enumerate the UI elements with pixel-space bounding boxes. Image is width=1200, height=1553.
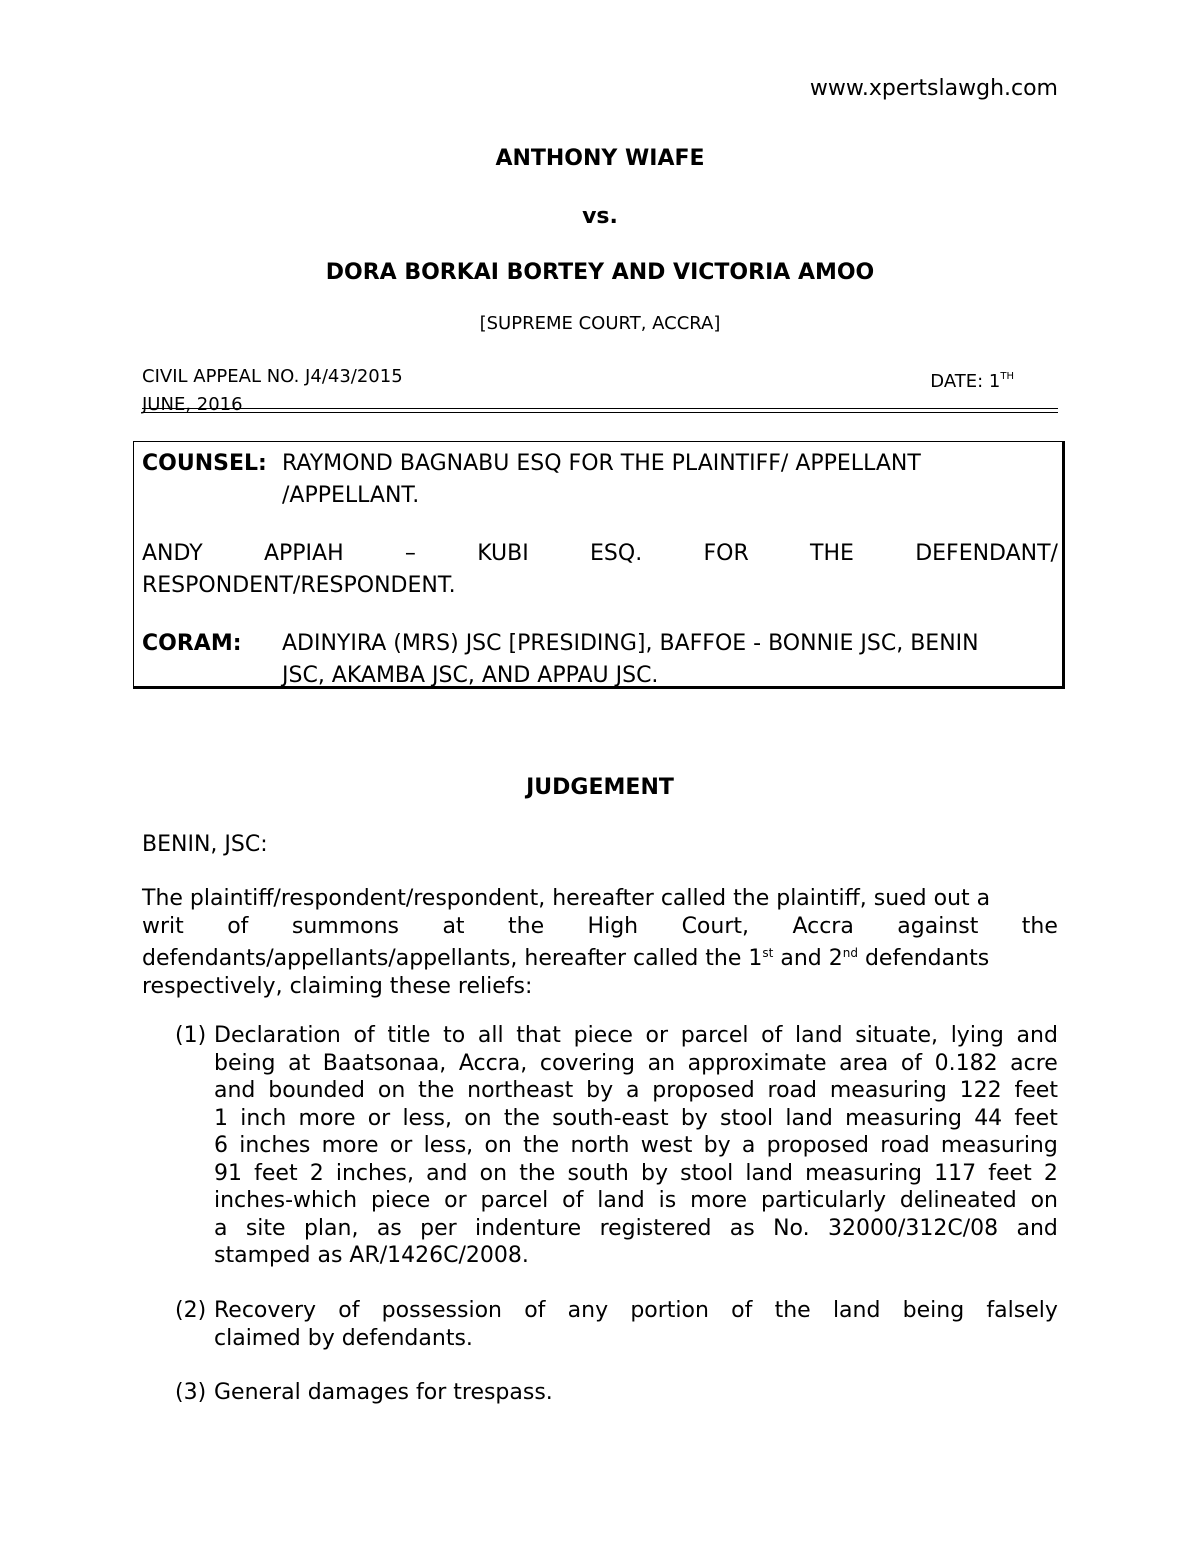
word: possession (381, 1298, 502, 1323)
word: the (523, 1133, 560, 1158)
word: by (586, 1078, 614, 1103)
word: on (377, 1078, 406, 1103)
word: land (597, 1188, 645, 1213)
word: of (338, 1298, 360, 1323)
word: plan, (303, 1215, 359, 1241)
word: stool (720, 1105, 774, 1131)
relief-line (214, 1050, 1058, 1078)
word: land (795, 1023, 843, 1048)
word: that (516, 1023, 561, 1048)
intro-line3 (142, 940, 1058, 973)
relief-item (175, 1297, 1058, 1352)
word: and (1016, 1023, 1058, 1048)
versus: vs. (582, 204, 618, 229)
relief-number: (1) (175, 1023, 207, 1048)
relief-item (175, 1022, 1058, 1270)
relief-text (214, 1297, 1058, 1352)
counsel-line1: RAYMOND BAGNABU ESQ FOR THE PLAINTIFF/ APPELLANT (282, 451, 921, 476)
word: Recovery (214, 1298, 317, 1323)
word: land (745, 1160, 793, 1186)
intro-paragraph (142, 885, 1058, 1000)
word: west (640, 1133, 693, 1158)
word: KUBI (477, 541, 529, 566)
word: being (214, 1050, 276, 1076)
word: on (484, 1133, 512, 1158)
word: or (389, 1133, 413, 1158)
relief-last-line: General damages for trespass. (214, 1380, 553, 1405)
word: as (729, 1215, 755, 1241)
word: piece (573, 1023, 633, 1048)
intro-line4: respectively, claiming these reliefs: (142, 973, 533, 999)
word: or (444, 1188, 467, 1213)
relief-line (214, 1187, 1058, 1215)
word: the (1021, 913, 1058, 939)
word: and (426, 1160, 468, 1186)
relief-number: (2) (175, 1298, 207, 1323)
word: 32000/312C/08 (827, 1215, 999, 1241)
word: per (420, 1215, 457, 1241)
court-name: [SUPREME COURT, ACCRA] (479, 313, 721, 334)
word: FOR (703, 541, 749, 566)
word: south (567, 1160, 629, 1186)
relief-last-line: claimed by defendants. (214, 1325, 473, 1351)
word: feet (254, 1160, 298, 1186)
intro-line3-c: defendants (857, 946, 990, 971)
word: 44 (974, 1105, 1003, 1131)
word: south-east (552, 1105, 669, 1131)
counsel-line4: RESPONDENT/RESPONDENT. (142, 573, 456, 598)
coram-line2: JSC, AKAMBA JSC, AND APPAU JSC. (282, 663, 659, 688)
word: ANDY (142, 541, 203, 566)
word: of (761, 1023, 783, 1048)
word: any (567, 1298, 609, 1323)
word: bounded (268, 1078, 366, 1103)
word: to (443, 1023, 466, 1048)
word: of (900, 1050, 923, 1076)
word: of (731, 1298, 753, 1323)
word: northeast (467, 1078, 574, 1103)
word: on (464, 1105, 492, 1131)
word: or (645, 1023, 669, 1048)
word: at (442, 913, 465, 939)
word: road (767, 1078, 817, 1103)
word: land (832, 1298, 881, 1323)
word: inch (240, 1105, 287, 1131)
word: the (519, 1160, 556, 1186)
intro-line3-a: defendants/appellants/appellants, hereafter called the 1 (142, 946, 763, 971)
word: lying (950, 1023, 1004, 1048)
word: of (524, 1298, 546, 1323)
relief-line (214, 1077, 1058, 1105)
ordinal-st: st (762, 946, 774, 960)
relief-item (175, 1379, 1058, 1407)
word: less, (423, 1133, 474, 1158)
word: registered (599, 1215, 712, 1241)
word: feet (1014, 1078, 1058, 1103)
word: writ (142, 913, 184, 939)
relief-last-line: stamped as AR/1426C/2008. (214, 1243, 529, 1268)
word: at (288, 1050, 311, 1076)
relief-text (214, 1022, 1058, 1270)
word: Court, (681, 913, 749, 939)
judgement-heading: JUDGEMENT (526, 775, 674, 800)
word: being (902, 1298, 965, 1323)
relief-line (214, 1215, 1058, 1243)
word: 2 (1043, 1160, 1058, 1186)
word: approximate (687, 1050, 827, 1076)
word: by (641, 1160, 668, 1186)
word: particularly (760, 1188, 887, 1213)
word: or (367, 1105, 391, 1131)
word: road (880, 1133, 930, 1158)
word: inches, (335, 1160, 414, 1186)
word: summons (291, 913, 400, 939)
word: portion (630, 1298, 709, 1323)
word: 1 (214, 1105, 228, 1131)
word: inches-which (214, 1188, 358, 1213)
word: indenture (475, 1215, 582, 1241)
relief-line (214, 1297, 1058, 1325)
word: a (625, 1078, 640, 1103)
relief-text (214, 1379, 1058, 1407)
respondents-names: DORA BORKAI BORTEY AND VICTORIA AMOO (325, 260, 875, 285)
word: Baatsonaa, (322, 1050, 447, 1076)
word: north (570, 1133, 630, 1158)
word: 91 (214, 1160, 242, 1186)
word: less, (402, 1105, 453, 1131)
word: land (785, 1105, 833, 1131)
word: measuring (845, 1105, 962, 1131)
coram-row-2 (142, 660, 1058, 692)
word: acre (1010, 1050, 1058, 1076)
counsel-line3 (142, 538, 1058, 570)
word: Accra, (458, 1050, 528, 1076)
word: a (741, 1133, 756, 1158)
appeal-date (930, 365, 1014, 393)
word: more (690, 1188, 748, 1213)
word: of (227, 913, 249, 939)
word: more (321, 1133, 379, 1158)
judgement-author: BENIN, JSC: (142, 832, 268, 857)
word: as (376, 1215, 402, 1241)
counsel-label: COUNSEL: (142, 451, 267, 476)
word: and (214, 1078, 256, 1103)
word: High (587, 913, 639, 939)
relief-line (214, 1105, 1058, 1133)
word: the (508, 913, 545, 939)
word: No. (773, 1215, 810, 1241)
word: DEFENDANT/ (915, 541, 1058, 566)
appeal-number: CIVIL APPEAL NO. J4/43/2015 (142, 366, 403, 387)
word: APPIAH (263, 541, 344, 566)
word: the (418, 1078, 455, 1103)
word: by (680, 1105, 708, 1131)
word: site (245, 1215, 286, 1241)
word: proposed (766, 1133, 869, 1158)
word: proposed (652, 1078, 755, 1103)
word: against (897, 913, 979, 939)
intro-line3-b: and 2 (773, 946, 843, 971)
word: measuring (829, 1078, 947, 1103)
relief-line (214, 1132, 1058, 1160)
word: falsely (986, 1298, 1058, 1323)
word: parcel (680, 1023, 749, 1048)
coram-row (142, 628, 1058, 660)
word: of (353, 1023, 375, 1048)
date-suffix: TH (1000, 371, 1014, 382)
word: an (647, 1050, 676, 1076)
word: feet (988, 1160, 1032, 1186)
word: stool (680, 1160, 734, 1186)
word: 117 (934, 1160, 977, 1186)
word: measuring (940, 1133, 1058, 1158)
word: Declaration (214, 1023, 341, 1048)
word: ESQ. (590, 541, 643, 566)
word: feet (1014, 1105, 1058, 1131)
word: more (298, 1105, 356, 1131)
word: 6 (214, 1133, 228, 1158)
word: on (479, 1160, 508, 1186)
date-prefix: DATE: 1 (930, 371, 1001, 392)
word: 2 (309, 1160, 324, 1186)
ordinal-nd: nd (842, 946, 858, 960)
appeal-date-line2: JUNE, 2016 (142, 394, 243, 415)
relief-number: (3) (175, 1380, 207, 1405)
word: of (562, 1188, 584, 1213)
word: covering (539, 1050, 636, 1076)
word: title (387, 1023, 431, 1048)
intro-line2 (142, 913, 1058, 941)
coram-line1: ADINYIRA (MRS) JSC [PRESIDING], BAFFOE - BONNIE JSC, BENIN (282, 631, 979, 656)
intro-line1: The plaintiff/respondent/respondent, hereafter called the plaintiff, sued out a (142, 886, 991, 911)
relief-line (214, 1022, 1058, 1050)
word: the (774, 1298, 811, 1323)
word: all (477, 1023, 504, 1048)
word: inches (239, 1133, 311, 1158)
word: is (658, 1188, 677, 1213)
word: a (214, 1215, 228, 1241)
word: area (839, 1050, 889, 1076)
word: piece (371, 1188, 431, 1213)
word: delineated (899, 1188, 1017, 1213)
double-rule (142, 408, 1058, 413)
counsel-line2: /APPELLANT. (282, 483, 420, 508)
word: Accra (792, 913, 854, 939)
word: 122 (959, 1078, 1002, 1103)
word: by (703, 1133, 731, 1158)
word: THE (810, 541, 854, 566)
counsel-row-2 (142, 480, 1058, 512)
website-url: www.xpertslawgh.com (809, 76, 1058, 101)
word: the (503, 1105, 540, 1131)
word: and (1016, 1215, 1058, 1241)
appellant-name: ANTHONY WIAFE (495, 146, 705, 171)
word: 0.182 (934, 1050, 998, 1076)
word: measuring (805, 1160, 922, 1186)
word: situate, (855, 1023, 939, 1048)
relief-line (214, 1160, 1058, 1188)
coram-label: CORAM: (142, 631, 242, 656)
word: on (1030, 1188, 1058, 1213)
counsel-row (142, 448, 1058, 480)
word: parcel (480, 1188, 549, 1213)
counsel-box (133, 441, 1065, 689)
word: – (404, 541, 416, 566)
